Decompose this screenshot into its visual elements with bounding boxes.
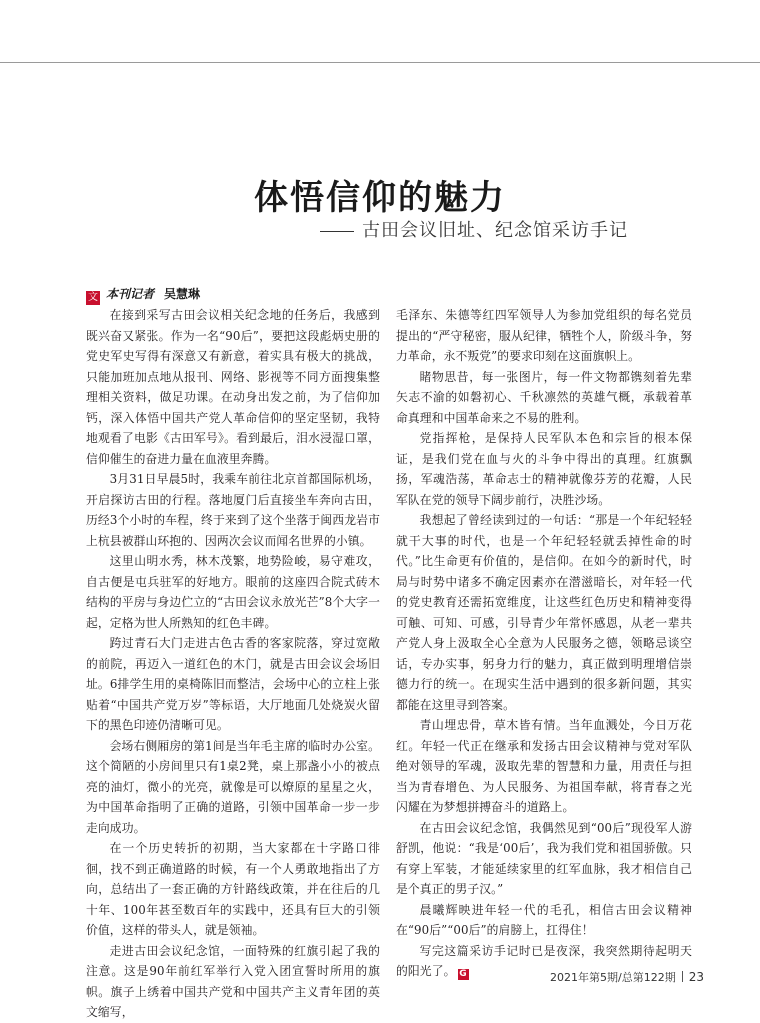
paragraph-text: 我想起了曾经读到过的一句话：“那是一个年纪轻轻就干大事的时代，也是一个年纪轻轻就丢掉性命的时代。”比生命更有价值的，是信仰。在如今的新时代，时局与时势中诸多不确定因素亦在潜滋暗长，对年轻一代的党史教育还需拓宽维度，让这些红色历史和精神变得可触、可知、可感，引导青少年常怀感恩，从老一辈共产党人身上汲取全心全意为人民服务之德，领略忌谈空话，专办实事，躬身力行的魅力，真正做到明理增信崇德力行的统一。在现实生活中遇到的很多新问题，其实都能在这里寻到答案。 [396,513,692,712]
paragraph-text: 3月31日早晨5时，我乘车前往北京首都国际机场，开启探访古田的行程。落地厦门后直接坐车奔向古田，历经3个小时的车程，终于来到了这个坐落于闽西龙岩市上杭县被群山环抱的、因两次会议而闻名世界的小镇。 [86,472,380,548]
paragraph [396,428,692,510]
paragraph [396,900,692,941]
byline-role: 本刊记者 [106,287,155,301]
paragraph-text: 在一个历史转折的初期，当大家都在十字路口徘徊，找不到正确道路的时候，有一个人勇敢地指出了方向，总结出了一套正确的方针路线政策，并在往后的几十年、100年甚至数百年的实践中，还具有巨大的引领价值，这样的带头人，就是领袖。 [86,841,380,937]
page-footer [550,969,704,985]
byline [86,285,200,305]
paragraph-text: 走进古田会议纪念馆，一面特殊的红旗引起了我的注意。这是90年前红军举行入党入团宣誓时所用的旗帜。旗子上绣着中国共产党和中国共产主义青年团的英文缩写， [86,943,380,1019]
byline-name: 吴慧琳 [164,287,201,301]
footer-separator [682,971,683,982]
paragraph-text: 会场右侧厢房的第1间是当年毛主席的临时办公室。这个简陋的小房间里只有1桌2凳，桌上那盏小小的被点亮的油灯，微小的光亮，就像是可以燎原的星星之火，为中国革命指明了正确的道路，引领中国革命一步一步走向成功。 [86,738,380,835]
paragraph [86,305,380,469]
end-mark-icon: G [459,969,467,979]
paragraph [396,715,692,818]
paragraph [86,736,380,839]
paragraph [396,305,692,367]
page-number: 23 [688,970,704,984]
paragraph [396,367,692,429]
byline-badge: 文 [88,292,98,303]
paragraph-text: 党指挥枪，是保持人民军队本色和宗旨的根本保证，是我们党在血与火的斗争中得出的真理。红旗飘扬，军魂浩荡，革命志士的精神就像芬芳的花瓣，人民军队在党的领导下阔步前行，决胜沙场。 [396,431,692,507]
article-subtitle: 古田会议旧址、纪念馆采访手记 [362,220,628,241]
paragraph-text: 睹物思昔，每一张图片，每一件文物都镌刻着先辈矢志不渝的如磐初心、千秋凛然的英雄气概，承载着革命真理和中国革命来之不易的胜利。 [396,369,692,425]
paragraph [86,633,380,736]
paragraph-text: 晨曦辉映进年轻一代的毛孔，相信古田会议精神在“90后”“00后”的肩膀上，扛得住！ [396,902,692,937]
paragraph-text: 写完这篇采访手记时已是夜深，我突然期待起明天的阳光了。 [396,943,692,978]
paragraph [86,941,380,1023]
paragraph-text: 毛泽东、朱德等红四军领导人为参加党组织的每名党员提出的“严守秘密，服从纪律，牺牲个人，阶级斗争，努力革命，永不叛党”的要求印刻在这面旗帜上。 [396,308,692,363]
paragraph-text: 青山埋忠骨，草木皆有情。当年血溅处，今日万花红。年轻一代正在继承和发扬古田会议精神与党对军队绝对领导的军魂，汲取先辈的智慧和力量，用责任与担当为青春增色、为人民服务、为祖国奉献，将青春之光闪耀在为梦想拼搏奋斗的道路上。 [396,718,692,814]
header-rule [0,62,760,63]
paragraph-text: 这里山明水秀，林木茂繁，地势险峻，易守难攻，自古便是屯兵驻军的好地方。眼前的这座四合院式砖木结构的平房与身边伫立的“古田会议永放光芒”8个大字一起，定格为世人所熟知的红色丰碑。 [86,554,380,630]
paragraph-text: 在接到采写古田会议相关纪念地的任务后，我感到既兴奋又紧张。作为一名“90后”，要把这段彪炳史册的党史军史写得有深意又有新意，着实具有极大的挑战，只能加班加点地从报刊、网络、影视等不同方面搜集整理相关资料，做足功课。在动身出发之前，为了信仰加钙，深入体悟中国共产党人革命信仰的坚定坚韧，我特地观看了电影《古田军号》。看到最后，泪水浸湿口罩，信仰催生的奋进力量在血液里奔腾。 [86,308,380,466]
subtitle-dash [320,231,354,232]
paragraph-text: 在古田会议纪念馆，我偶然见到“00后”现役军人游舒凯，他说：“我是‘00后’，我为我们党和祖国骄傲。只有穿上军装，才能延续家里的红军血脉，我才相信自己是个真正的男子汉。” [396,820,692,896]
right-column [396,305,692,982]
paragraph [396,510,692,715]
paragraph-text: 跨过青石大门走进古色古香的客家院落，穿过宽敞的前院，再迈入一道红色的木门，就是古田会议会场旧址。6排学生用的桌椅陈旧而整洁，会场中心的立柱上张贴着“中国共产党万岁”等标语，大厅地面几处烧炭火留下的黑色印迹仍清晰可见。 [86,636,380,732]
paragraph [86,551,380,633]
article-title: 体悟信仰的魅力 [254,178,506,218]
issue-info: 2021年第5期/总第122期 [550,971,676,984]
paragraph [86,469,380,551]
article-subtitle-line [0,216,628,242]
paragraph [396,818,692,900]
paragraph [86,838,380,941]
left-column [86,305,380,1023]
